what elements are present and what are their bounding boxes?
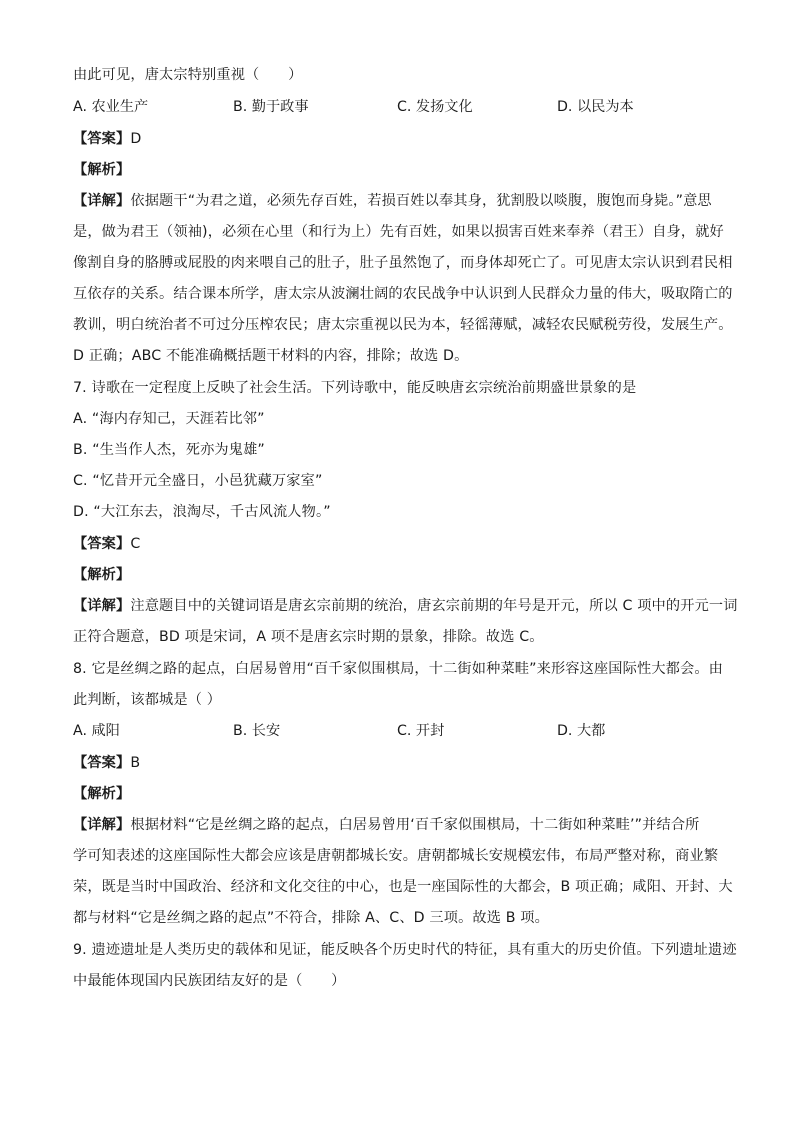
q8-option-b: B. 长安 (233, 723, 281, 739)
q6-answer (73, 130, 141, 148)
answer-tag: 【答案】 (73, 131, 131, 147)
q7-answer (73, 535, 140, 553)
detail-tag: 【详解】 (73, 598, 131, 614)
answer-value: C (130, 536, 141, 552)
detail-tag: 【详解】 (73, 817, 131, 833)
q8-stem-line: 此判断，该都城是（ ） (73, 692, 222, 708)
q7-detail-line (73, 597, 738, 615)
q8-answer (73, 754, 140, 772)
q6-option-a: A. 农业生产 (73, 99, 149, 115)
detail-text: 注意题目中的关键词语是唐玄宗前期的统治，唐玄宗前期的年号是开元，所以 C 项中的开元一词 (130, 598, 738, 614)
answer-value: B (130, 755, 141, 771)
q6-option-d: D. 以民为本 (557, 99, 634, 115)
q6-stem: 由此可见，唐太宗特别重视（ ） (73, 67, 303, 83)
q8-detail-line (73, 816, 700, 834)
detail-text: 依据题干“为君之道，必须先存百姓，若损百姓以奉其身，犹割股以啖腹，腹饱而身毙。”意思 (130, 193, 712, 209)
q6-detail-line: D 正确；ABC 不能准确概括题干材料的内容，排除；故选 D。 (73, 348, 469, 364)
q9-stem-line: 中最能体现国内民族团结友好的是（ ） (73, 973, 346, 989)
q8-analysis-tag: 【解析】 (73, 786, 131, 802)
q6-detail-line (73, 192, 712, 210)
q8-stem-line: 8. 它是丝绸之路的起点，白居易曾用“百千家似围棋局，十二街如种菜畦”来形容这座国际性大都会。由 (73, 661, 724, 677)
q9-stem-line: 9. 遗迹遗址是人类历史的载体和见证，能反映各个历史时代的特征，具有重大的历史价值。下列遗址遗迹 (73, 942, 737, 958)
q8-option-d: D. 大都 (557, 723, 606, 739)
q8-option-a: A. 咸阳 (73, 723, 120, 739)
q6-detail-line: 是，做为君王（领袖)，必须在心里（和行为上）先有百姓，如果以损害百姓来奉养（君王）自身，就好 (73, 224, 724, 240)
q7-analysis-tag: 【解析】 (73, 567, 131, 583)
answer-value: D (130, 131, 142, 147)
q8-option-c: C. 开封 (397, 723, 445, 739)
q7-option-d: D. “大江东去，浪淘尽，千古风流人物。” (73, 504, 331, 520)
q6-detail-line: 像割自身的胳膊或屁股的肉来喂自己的肚子，肚子虽然饱了，而身体却死亡了。可见唐太宗认识到君民相 (73, 255, 733, 271)
detail-tag: 【详解】 (73, 193, 131, 209)
q6-analysis-tag: 【解析】 (73, 162, 131, 178)
q8-detail-line: 学可知表述的这座国际性大都会应该是唐朝都城长安。唐朝都城长安规模宏伟，布局严整对称，商业繁 (73, 848, 719, 864)
detail-text: 根据材料“它是丝绸之路的起点，白居易曾用‘百千家似围棋局，十二街如种菜畦’”并结合所 (130, 817, 700, 833)
answer-tag: 【答案】 (73, 536, 131, 552)
q8-detail-line: 荣，既是当时中国政治、经济和文化交往的中心，也是一座国际性的大都会，B 项正确；咸阳、开封、大 (73, 879, 733, 895)
q7-option-a: A. “海内存知己，天涯若比邻” (73, 411, 265, 427)
q7-option-c: C. “忆昔开元全盛日，小邑犹藏万家室” (73, 473, 323, 489)
q6-option-b: B. 勤于政事 (233, 99, 309, 115)
q8-detail-line: 都与材料“它是丝绸之路的起点”不符合，排除 A、C、D 三项。故选 B 项。 (73, 910, 549, 926)
q7-stem: 7. 诗歌在一定程度上反映了社会生活。下列诗歌中，能反映唐玄宗统治前期盛世景象的是 (73, 380, 637, 396)
q6-detail-line: 教训，明白统治者不可过分压榨农民；唐太宗重视以民为本，轻徭薄赋，减轻农民赋税劳役，发展生产。 (73, 317, 733, 333)
q6-option-c: C. 发扬文化 (397, 99, 473, 115)
q6-detail-line: 互依存的关系。结合课本所学，唐太宗从波澜壮阔的农民战争中认识到人民群众力量的伟大，吸取隋亡的 (73, 286, 733, 302)
q7-option-b: B. “生当作人杰，死亦为鬼雄” (73, 442, 265, 458)
q7-detail-line: 正符合题意，BD 项是宋词，A 项不是唐玄宗时期的景象，排除。故选 C。 (73, 629, 544, 645)
answer-tag: 【答案】 (73, 755, 131, 771)
